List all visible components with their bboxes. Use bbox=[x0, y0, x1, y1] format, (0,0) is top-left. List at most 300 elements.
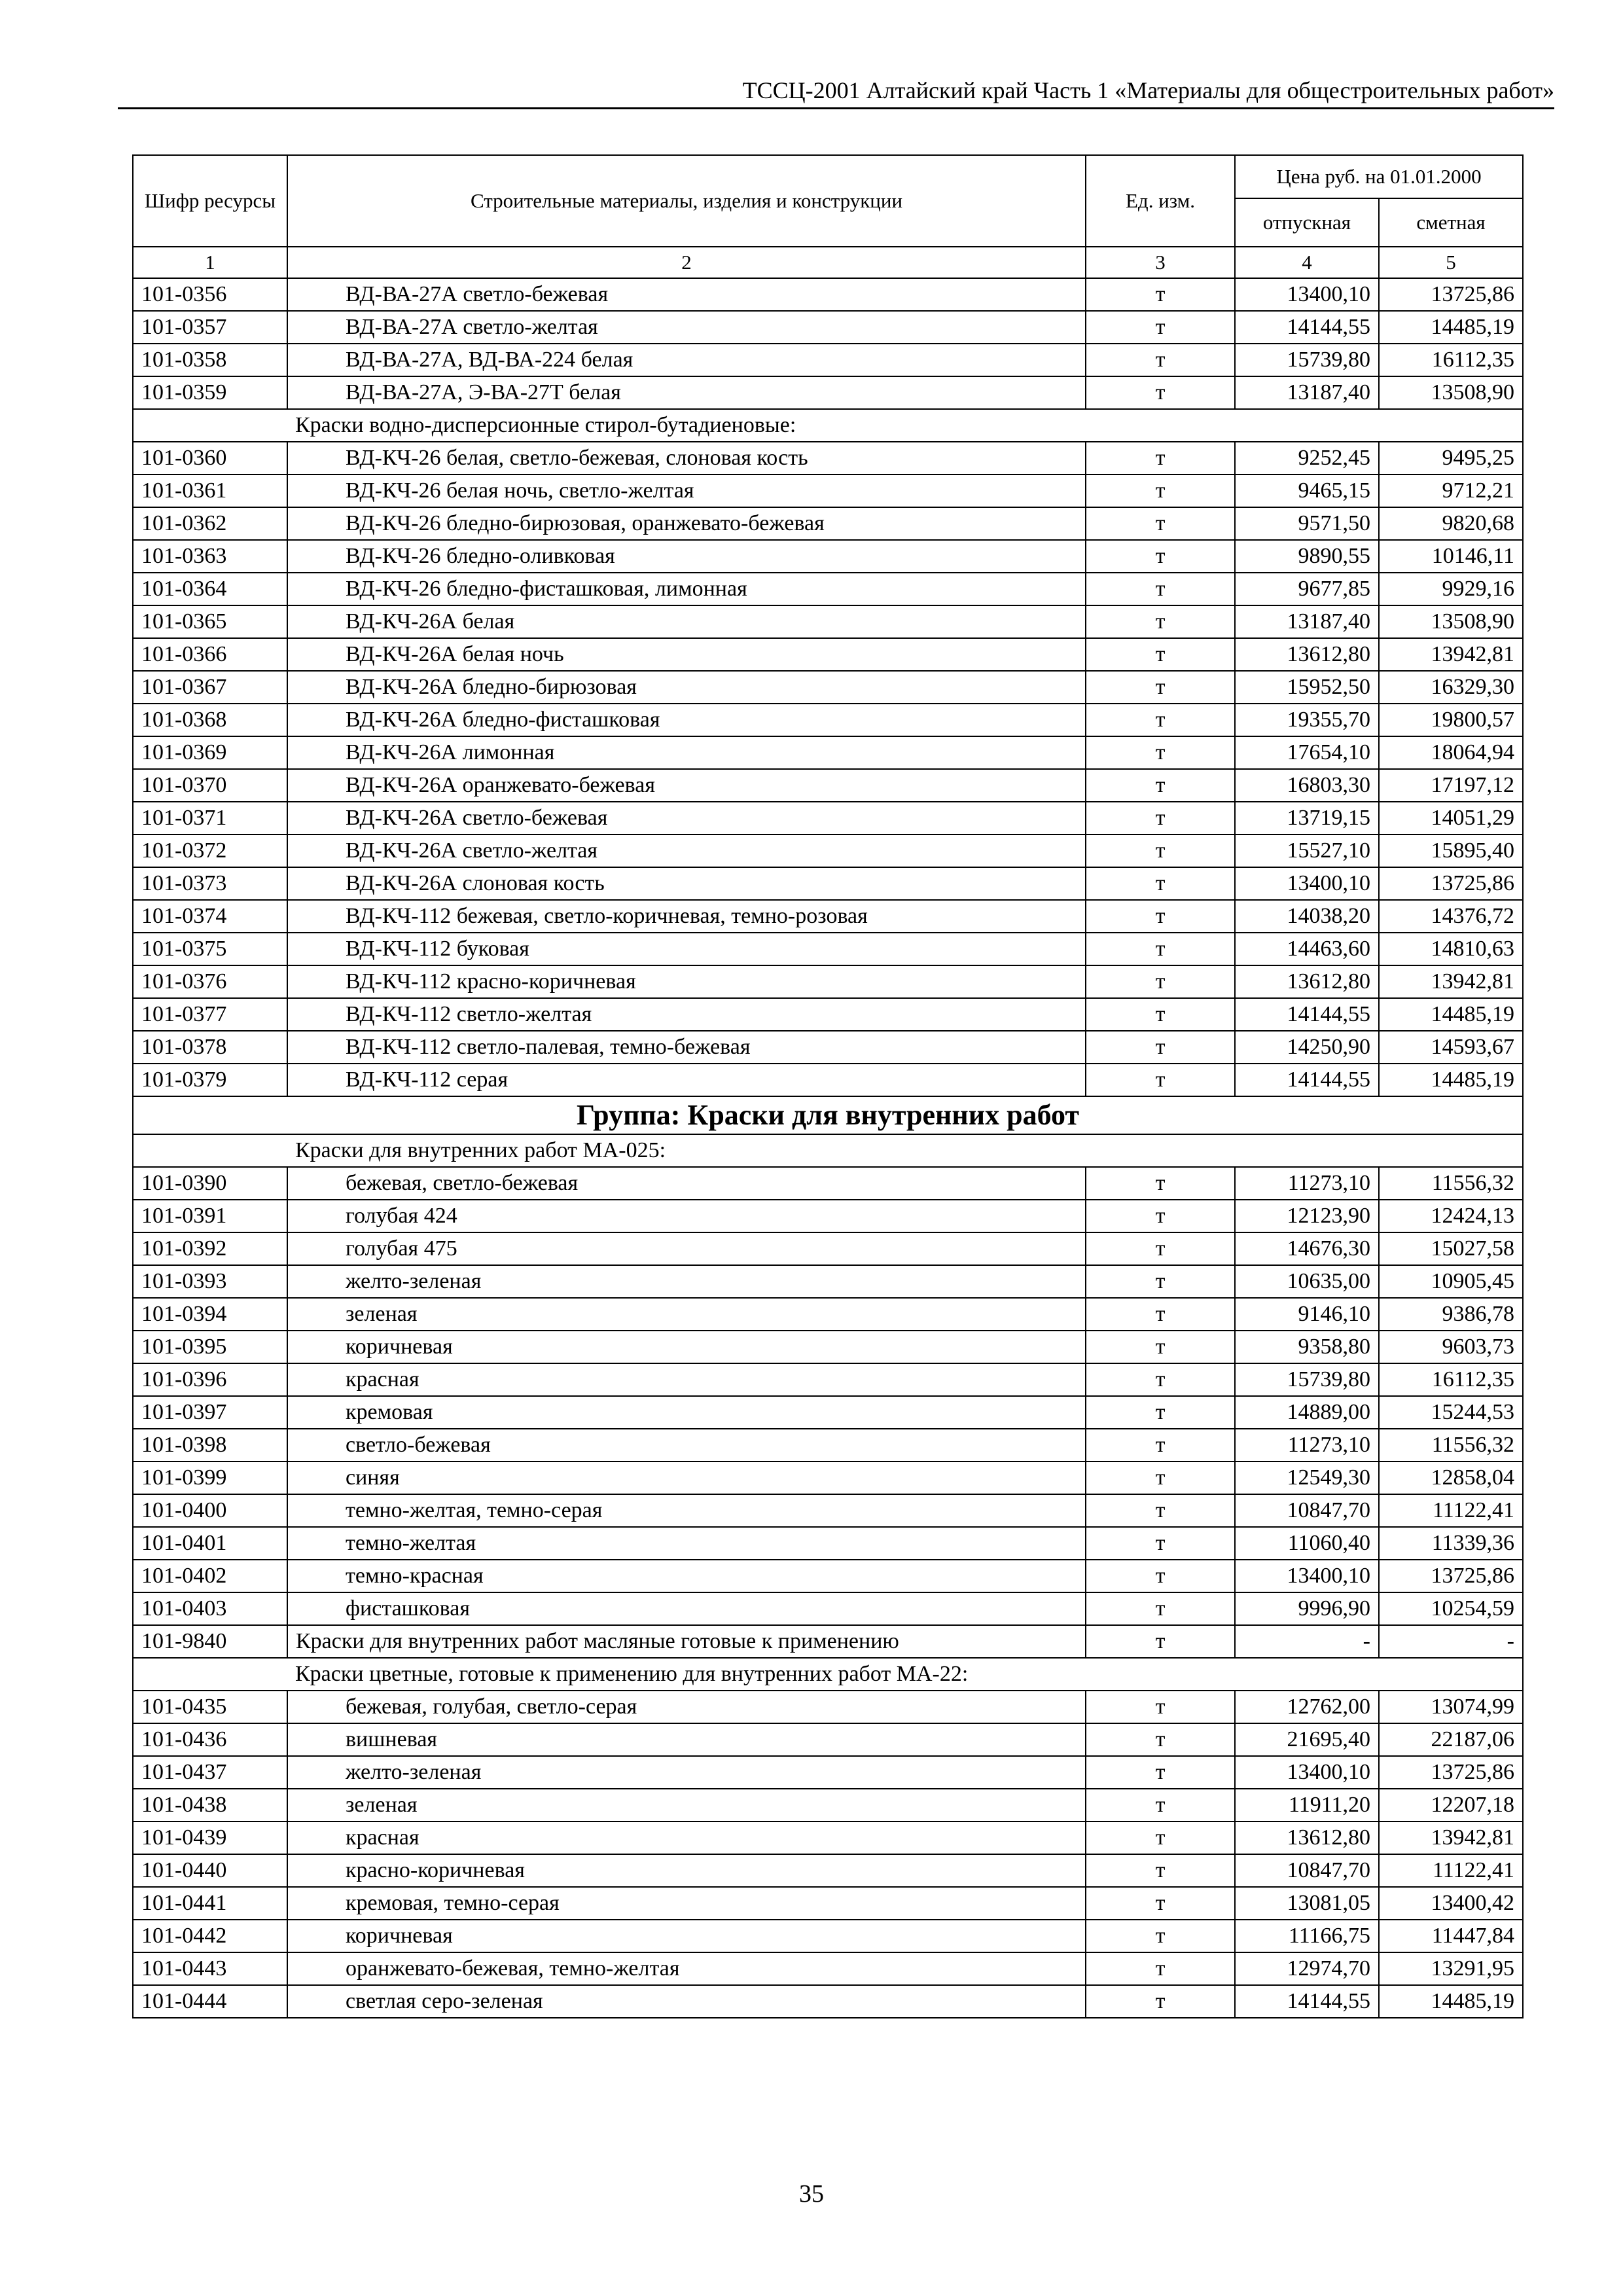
unit: т bbox=[1086, 1167, 1235, 1200]
resource-code: 101-0376 bbox=[133, 965, 287, 998]
estimate-price: 14485,19 bbox=[1379, 1064, 1523, 1096]
material-name: зеленая bbox=[287, 1298, 1086, 1331]
estimate-price: 13074,99 bbox=[1379, 1691, 1523, 1723]
material-name: желто-зеленая bbox=[287, 1756, 1086, 1789]
release-price: 9465,15 bbox=[1235, 475, 1379, 507]
col-header-price: Цена руб. на 01.01.2000 bbox=[1235, 155, 1523, 198]
colnum-1: 1 bbox=[133, 247, 287, 278]
material-name: ВД-ВА-27А, Э-ВА-27Т белая bbox=[287, 376, 1086, 409]
material-name: коричневая bbox=[287, 1920, 1086, 1952]
estimate-price: 14376,72 bbox=[1379, 900, 1523, 933]
estimate-price: 14810,63 bbox=[1379, 933, 1523, 965]
estimate-price: 13400,42 bbox=[1379, 1887, 1523, 1920]
material-name: коричневая bbox=[287, 1331, 1086, 1363]
release-price: 15527,10 bbox=[1235, 834, 1379, 867]
estimate-price: 16112,35 bbox=[1379, 344, 1523, 376]
release-price: 12123,90 bbox=[1235, 1200, 1379, 1232]
release-price: 13400,10 bbox=[1235, 278, 1379, 311]
colnum-3: 3 bbox=[1086, 247, 1235, 278]
release-price: 13719,15 bbox=[1235, 802, 1379, 834]
unit: т bbox=[1086, 933, 1235, 965]
unit: т bbox=[1086, 1691, 1235, 1723]
table-row bbox=[133, 933, 1523, 965]
material-name: оранжевато-бежевая, темно-желтая bbox=[287, 1952, 1086, 1985]
table-row bbox=[133, 1854, 1523, 1887]
estimate-price: 19800,57 bbox=[1379, 704, 1523, 736]
material-name: ВД-КЧ-26А слоновая кость bbox=[287, 867, 1086, 900]
resource-code: 101-0392 bbox=[133, 1232, 287, 1265]
resource-code: 101-9840 bbox=[133, 1625, 287, 1658]
table-row bbox=[133, 1821, 1523, 1854]
release-price: 10635,00 bbox=[1235, 1265, 1379, 1298]
release-price: 14144,55 bbox=[1235, 998, 1379, 1031]
unit: т bbox=[1086, 344, 1235, 376]
unit: т bbox=[1086, 1625, 1235, 1658]
table-row bbox=[133, 1691, 1523, 1723]
unit: т bbox=[1086, 278, 1235, 311]
section-row bbox=[133, 409, 1523, 442]
unit: т bbox=[1086, 1331, 1235, 1363]
material-name: ВД-ВА-27А светло-желтая bbox=[287, 311, 1086, 344]
resource-code: 101-0356 bbox=[133, 278, 287, 311]
table-row bbox=[133, 1429, 1523, 1462]
table-row bbox=[133, 998, 1523, 1031]
release-price: 13400,10 bbox=[1235, 1560, 1379, 1592]
section-row bbox=[133, 1134, 1523, 1167]
resource-code: 101-0398 bbox=[133, 1429, 287, 1462]
unit: т bbox=[1086, 1031, 1235, 1064]
estimate-price: 16329,30 bbox=[1379, 671, 1523, 704]
estimate-price: 13725,86 bbox=[1379, 278, 1523, 311]
unit: т bbox=[1086, 769, 1235, 802]
table-row bbox=[133, 442, 1523, 475]
table-row bbox=[133, 1462, 1523, 1494]
unit: т bbox=[1086, 1854, 1235, 1887]
table-row bbox=[133, 736, 1523, 769]
material-name: фисташковая bbox=[287, 1592, 1086, 1625]
table-row bbox=[133, 1756, 1523, 1789]
table-row bbox=[133, 344, 1523, 376]
unit: т bbox=[1086, 1494, 1235, 1527]
material-name: ВД-КЧ-26 белая ночь, светло-желтая bbox=[287, 475, 1086, 507]
unit: т bbox=[1086, 1462, 1235, 1494]
unit: т bbox=[1086, 1064, 1235, 1096]
resource-code: 101-0371 bbox=[133, 802, 287, 834]
price-table bbox=[132, 154, 1524, 2018]
release-price: 17654,10 bbox=[1235, 736, 1379, 769]
resource-code: 101-0401 bbox=[133, 1527, 287, 1560]
resource-code: 101-0437 bbox=[133, 1756, 287, 1789]
table-row bbox=[133, 605, 1523, 638]
page-number: 35 bbox=[799, 2180, 824, 2208]
resource-code: 101-0439 bbox=[133, 1821, 287, 1854]
release-price: 11911,20 bbox=[1235, 1789, 1379, 1821]
estimate-price: 9712,21 bbox=[1379, 475, 1523, 507]
release-price: 13612,80 bbox=[1235, 1821, 1379, 1854]
table-row bbox=[133, 278, 1523, 311]
unit: т bbox=[1086, 1821, 1235, 1854]
resource-code: 101-0441 bbox=[133, 1887, 287, 1920]
release-price: 9358,80 bbox=[1235, 1331, 1379, 1363]
table-row bbox=[133, 1167, 1523, 1200]
estimate-price: 22187,06 bbox=[1379, 1723, 1523, 1756]
material-name: красная bbox=[287, 1821, 1086, 1854]
section-spacer bbox=[133, 1658, 287, 1691]
unit: т bbox=[1086, 540, 1235, 573]
material-name: ВД-КЧ-26А светло-желтая bbox=[287, 834, 1086, 867]
section-row bbox=[133, 1658, 1523, 1691]
unit: т bbox=[1086, 1592, 1235, 1625]
material-name: ВД-КЧ-112 серая bbox=[287, 1064, 1086, 1096]
estimate-price: 12858,04 bbox=[1379, 1462, 1523, 1494]
estimate-price: 13942,81 bbox=[1379, 1821, 1523, 1854]
table-row bbox=[133, 311, 1523, 344]
release-price: 21695,40 bbox=[1235, 1723, 1379, 1756]
unit: т bbox=[1086, 704, 1235, 736]
resource-code: 101-0435 bbox=[133, 1691, 287, 1723]
resource-code: 101-0370 bbox=[133, 769, 287, 802]
unit: т bbox=[1086, 376, 1235, 409]
release-price: - bbox=[1235, 1625, 1379, 1658]
unit: т bbox=[1086, 1560, 1235, 1592]
unit: т bbox=[1086, 1527, 1235, 1560]
unit: т bbox=[1086, 1429, 1235, 1462]
resource-code: 101-0361 bbox=[133, 475, 287, 507]
resource-code: 101-0363 bbox=[133, 540, 287, 573]
release-price: 16803,30 bbox=[1235, 769, 1379, 802]
group-row bbox=[133, 1096, 1523, 1134]
resource-code: 101-0399 bbox=[133, 1462, 287, 1494]
unit: т bbox=[1086, 965, 1235, 998]
material-name: темно-желтая, темно-серая bbox=[287, 1494, 1086, 1527]
material-name: Краски для внутренних работ масляные готовые к применению bbox=[287, 1625, 1086, 1658]
resource-code: 101-0379 bbox=[133, 1064, 287, 1096]
page-header: ТССЦ-2001 Алтайский край Часть 1 «Материалы для общестроительных работ» bbox=[118, 73, 1554, 109]
material-name: ВД-КЧ-112 красно-коричневая bbox=[287, 965, 1086, 998]
material-name: ВД-КЧ-112 буковая bbox=[287, 933, 1086, 965]
col-header-code: Шифр ресурсы bbox=[133, 155, 287, 247]
table-row bbox=[133, 1031, 1523, 1064]
table-row bbox=[133, 704, 1523, 736]
estimate-price: 9929,16 bbox=[1379, 573, 1523, 605]
estimate-price: 10146,11 bbox=[1379, 540, 1523, 573]
release-price: 9677,85 bbox=[1235, 573, 1379, 605]
estimate-price: 13725,86 bbox=[1379, 867, 1523, 900]
material-name: темно-желтая bbox=[287, 1527, 1086, 1560]
release-price: 13612,80 bbox=[1235, 638, 1379, 671]
material-name: ВД-КЧ-26 бледно-бирюзовая, оранжевато-бежевая bbox=[287, 507, 1086, 540]
material-name: красно-коричневая bbox=[287, 1854, 1086, 1887]
estimate-price: 15244,53 bbox=[1379, 1396, 1523, 1429]
unit: т bbox=[1086, 1396, 1235, 1429]
resource-code: 101-0366 bbox=[133, 638, 287, 671]
table-row bbox=[133, 376, 1523, 409]
estimate-price: 13508,90 bbox=[1379, 605, 1523, 638]
release-price: 10847,70 bbox=[1235, 1494, 1379, 1527]
estimate-price: 13942,81 bbox=[1379, 638, 1523, 671]
column-numbers-row bbox=[133, 247, 1523, 278]
resource-code: 101-0365 bbox=[133, 605, 287, 638]
release-price: 14889,00 bbox=[1235, 1396, 1379, 1429]
estimate-price: 11447,84 bbox=[1379, 1920, 1523, 1952]
unit: т bbox=[1086, 311, 1235, 344]
resource-code: 101-0364 bbox=[133, 573, 287, 605]
unit: т bbox=[1086, 1200, 1235, 1232]
estimate-price: - bbox=[1379, 1625, 1523, 1658]
col-header-release: отпускная bbox=[1235, 198, 1379, 247]
material-name: вишневая bbox=[287, 1723, 1086, 1756]
estimate-price: 13291,95 bbox=[1379, 1952, 1523, 1985]
table-row bbox=[133, 1789, 1523, 1821]
table-row bbox=[133, 900, 1523, 933]
release-price: 14144,55 bbox=[1235, 1985, 1379, 2018]
resource-code: 101-0440 bbox=[133, 1854, 287, 1887]
estimate-price: 11556,32 bbox=[1379, 1429, 1523, 1462]
material-name: темно-красная bbox=[287, 1560, 1086, 1592]
colnum-2: 2 bbox=[287, 247, 1086, 278]
resource-code: 101-0393 bbox=[133, 1265, 287, 1298]
release-price: 15952,50 bbox=[1235, 671, 1379, 704]
material-name: ВД-КЧ-26А белая bbox=[287, 605, 1086, 638]
resource-code: 101-0391 bbox=[133, 1200, 287, 1232]
resource-code: 101-0394 bbox=[133, 1298, 287, 1331]
material-name: голубая 475 bbox=[287, 1232, 1086, 1265]
estimate-price: 13942,81 bbox=[1379, 965, 1523, 998]
release-price: 15739,80 bbox=[1235, 344, 1379, 376]
material-name: голубая 424 bbox=[287, 1200, 1086, 1232]
resource-code: 101-0360 bbox=[133, 442, 287, 475]
unit: т bbox=[1086, 1723, 1235, 1756]
estimate-price: 14485,19 bbox=[1379, 311, 1523, 344]
release-price: 13612,80 bbox=[1235, 965, 1379, 998]
release-price: 13400,10 bbox=[1235, 867, 1379, 900]
unit: т bbox=[1086, 638, 1235, 671]
table-row bbox=[133, 1560, 1523, 1592]
table-row bbox=[133, 802, 1523, 834]
release-price: 13187,40 bbox=[1235, 376, 1379, 409]
section-title: Краски водно-дисперсионные стирол-бутадиеновые: bbox=[287, 409, 1523, 442]
resource-code: 101-0369 bbox=[133, 736, 287, 769]
release-price: 11273,10 bbox=[1235, 1167, 1379, 1200]
release-price: 11060,40 bbox=[1235, 1527, 1379, 1560]
unit: т bbox=[1086, 671, 1235, 704]
resource-code: 101-0367 bbox=[133, 671, 287, 704]
table-row bbox=[133, 1985, 1523, 2018]
table-row bbox=[133, 867, 1523, 900]
release-price: 15739,80 bbox=[1235, 1363, 1379, 1396]
material-name: светлая серо-зеленая bbox=[287, 1985, 1086, 2018]
material-name: зеленая bbox=[287, 1789, 1086, 1821]
section-spacer bbox=[133, 409, 287, 442]
section-title: Краски цветные, готовые к применению для внутренних работ МА-22: bbox=[287, 1658, 1523, 1691]
table-row bbox=[133, 1592, 1523, 1625]
estimate-price: 12207,18 bbox=[1379, 1789, 1523, 1821]
unit: т bbox=[1086, 998, 1235, 1031]
resource-code: 101-0375 bbox=[133, 933, 287, 965]
estimate-price: 9820,68 bbox=[1379, 507, 1523, 540]
resource-code: 101-0400 bbox=[133, 1494, 287, 1527]
table-row bbox=[133, 834, 1523, 867]
release-price: 14144,55 bbox=[1235, 1064, 1379, 1096]
table-row bbox=[133, 965, 1523, 998]
resource-code: 101-0357 bbox=[133, 311, 287, 344]
estimate-price: 11122,41 bbox=[1379, 1854, 1523, 1887]
release-price: 9996,90 bbox=[1235, 1592, 1379, 1625]
resource-code: 101-0359 bbox=[133, 376, 287, 409]
estimate-price: 11339,36 bbox=[1379, 1527, 1523, 1560]
estimate-price: 9386,78 bbox=[1379, 1298, 1523, 1331]
material-name: желто-зеленая bbox=[287, 1265, 1086, 1298]
resource-code: 101-0373 bbox=[133, 867, 287, 900]
unit: т bbox=[1086, 802, 1235, 834]
table-row bbox=[133, 1494, 1523, 1527]
release-price: 9252,45 bbox=[1235, 442, 1379, 475]
table-row bbox=[133, 1298, 1523, 1331]
estimate-price: 11122,41 bbox=[1379, 1494, 1523, 1527]
unit: т bbox=[1086, 1920, 1235, 1952]
table-row bbox=[133, 1625, 1523, 1658]
table-row bbox=[133, 1920, 1523, 1952]
resource-code: 101-0372 bbox=[133, 834, 287, 867]
unit: т bbox=[1086, 442, 1235, 475]
release-price: 13400,10 bbox=[1235, 1756, 1379, 1789]
section-title: Краски для внутренних работ МА-025: bbox=[287, 1134, 1523, 1167]
resource-code: 101-0397 bbox=[133, 1396, 287, 1429]
unit: т bbox=[1086, 475, 1235, 507]
material-name: ВД-КЧ-26А лимонная bbox=[287, 736, 1086, 769]
material-name: ВД-КЧ-26 белая, светло-бежевая, слоновая кость bbox=[287, 442, 1086, 475]
table-row bbox=[133, 1331, 1523, 1363]
material-name: красная bbox=[287, 1363, 1086, 1396]
estimate-price: 13508,90 bbox=[1379, 376, 1523, 409]
material-name: кремовая, темно-серая bbox=[287, 1887, 1086, 1920]
table-row bbox=[133, 671, 1523, 704]
resource-code: 101-0396 bbox=[133, 1363, 287, 1396]
resource-code: 101-0436 bbox=[133, 1723, 287, 1756]
resource-code: 101-0377 bbox=[133, 998, 287, 1031]
col-header-estimate: сметная bbox=[1379, 198, 1523, 247]
resource-code: 101-0395 bbox=[133, 1331, 287, 1363]
estimate-price: 9603,73 bbox=[1379, 1331, 1523, 1363]
resource-code: 101-0390 bbox=[133, 1167, 287, 1200]
release-price: 9146,10 bbox=[1235, 1298, 1379, 1331]
resource-code: 101-0438 bbox=[133, 1789, 287, 1821]
unit: т bbox=[1086, 1265, 1235, 1298]
estimate-price: 14485,19 bbox=[1379, 998, 1523, 1031]
material-name: бежевая, светло-бежевая bbox=[287, 1167, 1086, 1200]
unit: т bbox=[1086, 573, 1235, 605]
resource-code: 101-0444 bbox=[133, 1985, 287, 2018]
unit: т bbox=[1086, 1232, 1235, 1265]
release-price: 14250,90 bbox=[1235, 1031, 1379, 1064]
material-name: ВД-КЧ-26А белая ночь bbox=[287, 638, 1086, 671]
table-row bbox=[133, 1396, 1523, 1429]
estimate-price: 9495,25 bbox=[1379, 442, 1523, 475]
resource-code: 101-0368 bbox=[133, 704, 287, 736]
material-name: ВД-КЧ-26А оранжевато-бежевая bbox=[287, 769, 1086, 802]
estimate-price: 13725,86 bbox=[1379, 1756, 1523, 1789]
resource-code: 101-0362 bbox=[133, 507, 287, 540]
release-price: 12762,00 bbox=[1235, 1691, 1379, 1723]
material-name: ВД-КЧ-26А бледно-бирюзовая bbox=[287, 671, 1086, 704]
material-name: ВД-ВА-27А светло-бежевая bbox=[287, 278, 1086, 311]
material-name: синяя bbox=[287, 1462, 1086, 1494]
release-price: 11166,75 bbox=[1235, 1920, 1379, 1952]
estimate-price: 11556,32 bbox=[1379, 1167, 1523, 1200]
release-price: 13081,05 bbox=[1235, 1887, 1379, 1920]
estimate-price: 15895,40 bbox=[1379, 834, 1523, 867]
resource-code: 101-0442 bbox=[133, 1920, 287, 1952]
material-name: ВД-КЧ-26 бледно-фисташковая, лимонная bbox=[287, 573, 1086, 605]
table-row bbox=[133, 1887, 1523, 1920]
section-spacer bbox=[133, 1134, 287, 1167]
table-row bbox=[133, 1265, 1523, 1298]
table-row bbox=[133, 507, 1523, 540]
material-name: светло-бежевая bbox=[287, 1429, 1086, 1462]
material-name: ВД-КЧ-26А светло-бежевая bbox=[287, 802, 1086, 834]
unit: т bbox=[1086, 1298, 1235, 1331]
unit: т bbox=[1086, 1952, 1235, 1985]
estimate-price: 14051,29 bbox=[1379, 802, 1523, 834]
unit: т bbox=[1086, 1789, 1235, 1821]
table-row bbox=[133, 573, 1523, 605]
estimate-price: 14485,19 bbox=[1379, 1985, 1523, 2018]
estimate-price: 18064,94 bbox=[1379, 736, 1523, 769]
release-price: 9571,50 bbox=[1235, 507, 1379, 540]
col-header-name: Строительные материалы, изделия и конструкции bbox=[287, 155, 1086, 247]
resource-code: 101-0378 bbox=[133, 1031, 287, 1064]
table-row bbox=[133, 475, 1523, 507]
unit: т bbox=[1086, 1363, 1235, 1396]
resource-code: 101-0358 bbox=[133, 344, 287, 376]
estimate-price: 16112,35 bbox=[1379, 1363, 1523, 1396]
group-title: Группа: Краски для внутренних работ bbox=[133, 1096, 1523, 1134]
material-name: ВД-КЧ-26 бледно-оливковая bbox=[287, 540, 1086, 573]
release-price: 11273,10 bbox=[1235, 1429, 1379, 1462]
table-row bbox=[133, 1527, 1523, 1560]
release-price: 14463,60 bbox=[1235, 933, 1379, 965]
release-price: 14144,55 bbox=[1235, 311, 1379, 344]
unit: т bbox=[1086, 1985, 1235, 2018]
material-name: кремовая bbox=[287, 1396, 1086, 1429]
unit: т bbox=[1086, 834, 1235, 867]
unit: т bbox=[1086, 1756, 1235, 1789]
estimate-price: 13725,86 bbox=[1379, 1560, 1523, 1592]
release-price: 14038,20 bbox=[1235, 900, 1379, 933]
material-name: бежевая, голубая, светло-серая bbox=[287, 1691, 1086, 1723]
release-price: 12974,70 bbox=[1235, 1952, 1379, 1985]
table-row bbox=[133, 1723, 1523, 1756]
release-price: 13187,40 bbox=[1235, 605, 1379, 638]
release-price: 19355,70 bbox=[1235, 704, 1379, 736]
resource-code: 101-0374 bbox=[133, 900, 287, 933]
unit: т bbox=[1086, 1887, 1235, 1920]
material-name: ВД-ВА-27А, ВД-ВА-224 белая bbox=[287, 344, 1086, 376]
material-name: ВД-КЧ-26А бледно-фисташковая bbox=[287, 704, 1086, 736]
table-row bbox=[133, 638, 1523, 671]
estimate-price: 10905,45 bbox=[1379, 1265, 1523, 1298]
table-row bbox=[133, 540, 1523, 573]
estimate-price: 14593,67 bbox=[1379, 1031, 1523, 1064]
table-row bbox=[133, 1952, 1523, 1985]
resource-code: 101-0443 bbox=[133, 1952, 287, 1985]
table-row bbox=[133, 1232, 1523, 1265]
table-row bbox=[133, 769, 1523, 802]
colnum-4: 4 bbox=[1235, 247, 1379, 278]
colnum-5: 5 bbox=[1379, 247, 1523, 278]
release-price: 14676,30 bbox=[1235, 1232, 1379, 1265]
unit: т bbox=[1086, 867, 1235, 900]
